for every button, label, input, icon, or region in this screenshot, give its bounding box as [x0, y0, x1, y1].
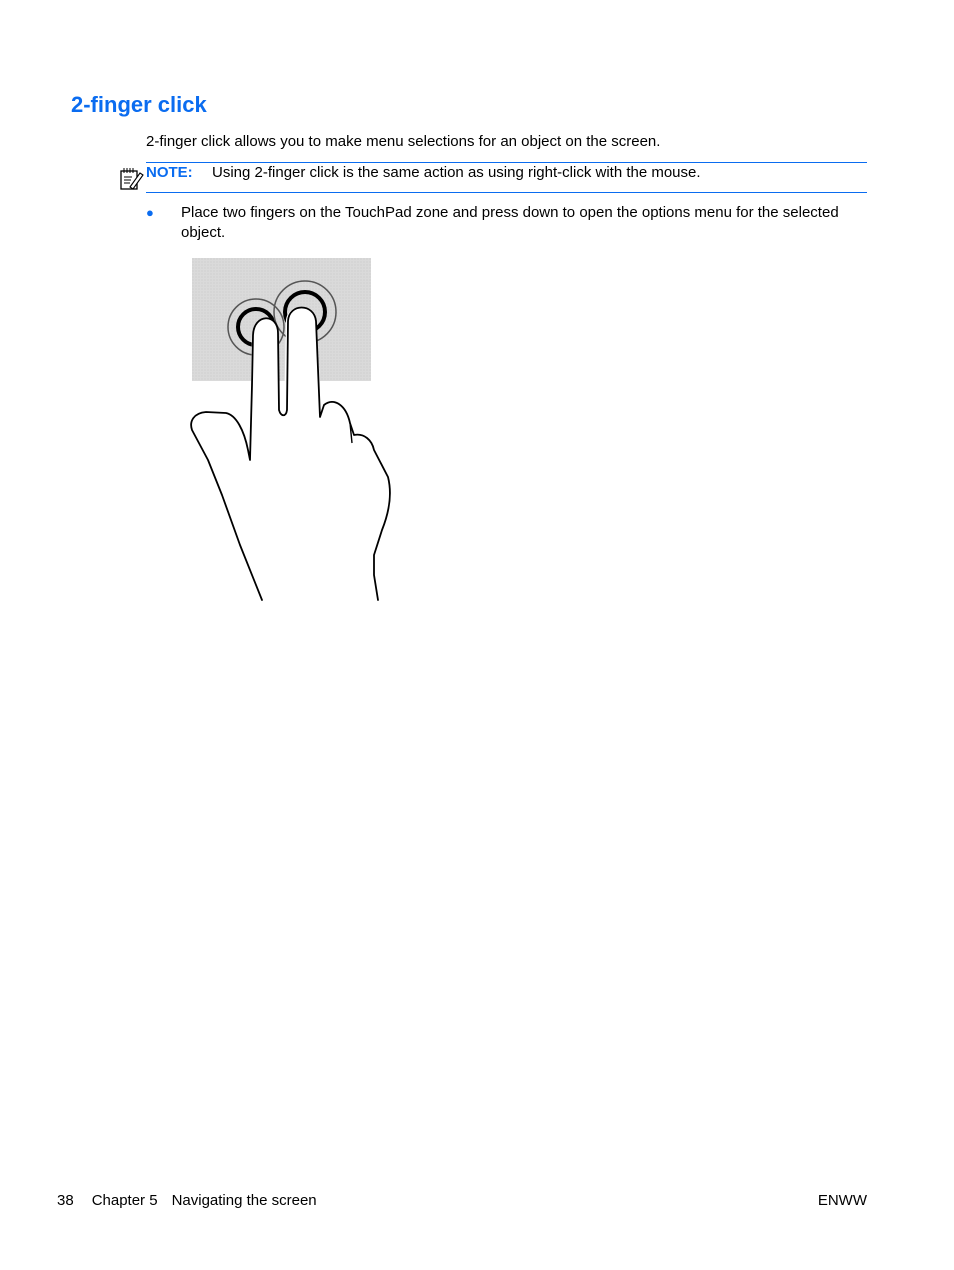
note-text: Using 2-finger click is the same action as using right-click with the mouse. — [212, 164, 701, 181]
list-item-text: Place two fingers on the TouchPad zone and press down to open the options menu for the selected object. — [181, 204, 839, 241]
section-heading: 2-finger click — [71, 92, 207, 117]
two-finger-click-illustration — [186, 255, 396, 605]
footer-doc-code: ENWW — [817, 1192, 867, 1209]
chapter-title: Navigating the screen — [171, 1192, 317, 1209]
chapter-label: Chapter 5 — [91, 1192, 158, 1209]
note-rule-top — [146, 162, 867, 163]
bullet-icon: ● — [146, 205, 154, 220]
footer-left — [57, 1192, 317, 1210]
note-pad-icon — [118, 165, 144, 191]
instruction-list — [146, 203, 846, 243]
note-box — [118, 162, 867, 193]
list-item — [146, 203, 846, 243]
note-label: NOTE: — [146, 164, 193, 181]
note-rule-bottom — [146, 192, 867, 193]
intro-paragraph: 2-finger click allows you to make menu selections for an object on the screen. — [146, 133, 661, 150]
touchpad-zone — [192, 258, 371, 381]
page-number: 38 — [57, 1192, 74, 1209]
